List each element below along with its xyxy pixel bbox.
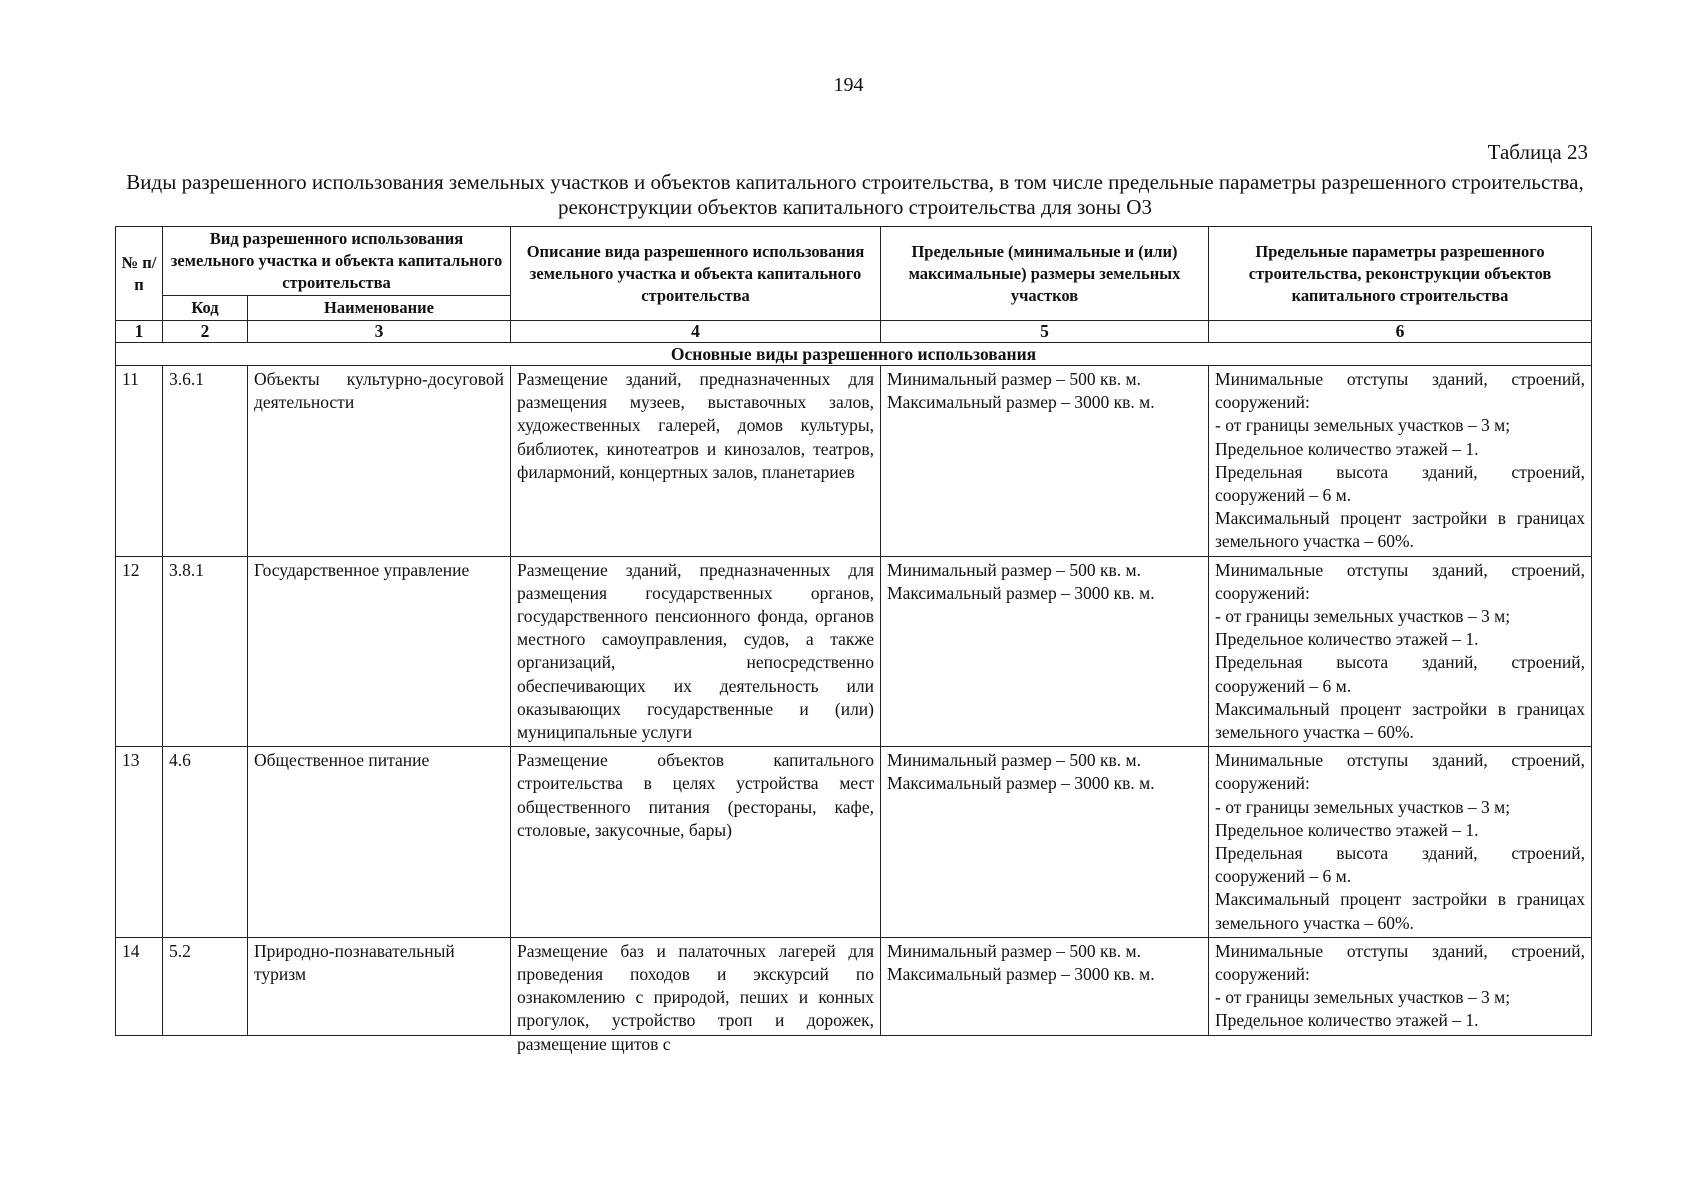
param-line: Минимальные отступы зданий, строений, сооружений: (1215, 559, 1586, 603)
column-number: 1 (116, 321, 163, 343)
row-description: Размещение объектов капитального строительства в целях устройства мест общественного питания (рестораны, кафе, столовые, закусочные, бары) (511, 747, 881, 938)
param-line: Предельная высота зданий, строений, сооружений – 6 м. (1215, 843, 1586, 887)
header-description: Описание вида разрешенного использования земельного участка и объекта капитального строительства (511, 227, 881, 321)
row-name: Государственное управление (248, 556, 511, 747)
page-number: 194 (833, 74, 864, 96)
row-code: 3.8.1 (163, 556, 248, 747)
row-params (1209, 747, 1592, 938)
param-line: Максимальный процент застройки в границах земельного участка – 60%. (1215, 698, 1586, 743)
section-row (116, 343, 1592, 366)
header-row (116, 227, 1592, 296)
param-line: Предельная высота зданий, строений, сооружений – 6 м. (1215, 461, 1586, 506)
column-number: 6 (1209, 321, 1592, 343)
param-line: - от границы земельных участков – 3 м; (1215, 987, 1511, 1008)
row-number: 11 (116, 366, 163, 557)
header-name: Наименование (248, 296, 511, 321)
param-line: Предельное количество этажей – 1. (1215, 819, 1479, 840)
param-line: Минимальные отступы зданий, строений, сооружений: (1215, 750, 1586, 794)
param-line: Предельное количество этажей – 1. (1215, 629, 1479, 650)
row-params (1209, 556, 1592, 747)
row-params (1209, 366, 1592, 557)
row-description-text: Размещение баз и палаточных лагерей для проведения походов и экскурсий по ознакомлению с природой, пеших и конных прогулок, устройство троп и дорожек, размещение щитов с (517, 940, 875, 1054)
row-sizes (881, 747, 1209, 938)
size-max: Максимальный размер – 3000 кв. м. (887, 582, 1155, 603)
section-title: Основные виды разрешенного использования (116, 343, 1592, 366)
param-line: Предельное количество этажей – 1. (1215, 1010, 1479, 1031)
row-name: Общественное питание (248, 747, 511, 938)
row-number: 12 (116, 556, 163, 747)
zoning-table (115, 226, 1592, 1054)
column-number: 2 (163, 321, 248, 343)
param-line: Максимальный процент застройки в границах земельного участка – 60%. (1215, 889, 1586, 933)
header-code: Код (163, 296, 248, 321)
header-sizes: Предельные (минимальные и (или) максимальные) размеры земельных участков (881, 227, 1209, 321)
param-line: - от границы земельных участков – 3 м; (1215, 606, 1511, 627)
size-min: Минимальный размер – 500 кв. м. (887, 940, 1141, 961)
row-sizes (881, 556, 1209, 747)
param-line: Минимальные отступы зданий, строений, сооружений: (1215, 940, 1586, 985)
size-max: Максимальный размер – 3000 кв. м. (887, 392, 1155, 413)
param-line: Минимальные отступы зданий, строений, сооружений: (1215, 369, 1586, 413)
row-code: 3.6.1 (163, 366, 248, 557)
param-line: Предельное количество этажей – 1. (1215, 438, 1479, 459)
header-kind: Вид разрешенного использования земельного участка и объекта капитального строительства (163, 227, 511, 296)
param-line: - от границы земельных участков – 3 м; (1215, 796, 1511, 817)
table-label: Таблица 23 (1487, 140, 1588, 164)
header-num: № п/п (116, 227, 163, 321)
column-number: 3 (248, 321, 511, 343)
row-description: Размещение зданий, предназначенных для размещения государственных органов, государственного пенсионного фонда, органов местного самоуправления, судов, а также организаций, непосредственно обеспечивающих их деятельность или оказывающих государственные и (или) муниципальные услуги (511, 556, 881, 747)
size-min: Минимальный размер – 500 кв. м. (887, 559, 1141, 580)
row-params (1209, 937, 1592, 1035)
row-name: Природно-познавательный туризм (248, 937, 511, 1035)
row-name: Объекты культурно-досуговой деятельности (248, 366, 511, 557)
table-row (116, 937, 1592, 1035)
row-code: 5.2 (163, 937, 248, 1035)
size-min: Минимальный размер – 500 кв. м. (887, 750, 1141, 771)
param-line: - от границы земельных участков – 3 м; (1215, 415, 1511, 436)
param-line: Предельная высота зданий, строений, сооружений – 6 м. (1215, 652, 1586, 696)
size-max: Максимальный размер – 3000 кв. м. (887, 773, 1155, 794)
size-max: Максимальный размер – 3000 кв. м. (887, 964, 1155, 985)
header-params: Предельные параметры разрешенного строительства, реконструкции объектов капитального строительства (1209, 227, 1592, 321)
row-sizes (881, 937, 1209, 1035)
row-code: 4.6 (163, 747, 248, 938)
column-number: 5 (881, 321, 1209, 343)
row-number: 13 (116, 747, 163, 938)
column-numbers-row (116, 321, 1592, 343)
size-min: Минимальный размер – 500 кв. м. (887, 369, 1141, 389)
row-sizes (881, 366, 1209, 557)
table-row (116, 366, 1592, 557)
column-number: 4 (511, 321, 881, 343)
table-caption: Виды разрешенного использования земельных участков и объектов капитального строительства, в том числе предельные параметры разрешенного строительства, реконструкции объектов капитального строительства для зоны О3 (126, 170, 1584, 219)
param-line: Максимальный процент застройки в границах земельного участка – 60%. (1215, 508, 1586, 552)
table-row (116, 747, 1592, 938)
row-description (511, 937, 881, 1054)
row-description: Размещение зданий, предназначенных для размещения музеев, выставочных залов, художественных галерей, домов культуры, библиотек, кинотеатров и кинозалов, театров, филармоний, концертных залов, планетариев (511, 366, 881, 557)
row-number: 14 (116, 937, 163, 1035)
table-row (116, 556, 1592, 747)
